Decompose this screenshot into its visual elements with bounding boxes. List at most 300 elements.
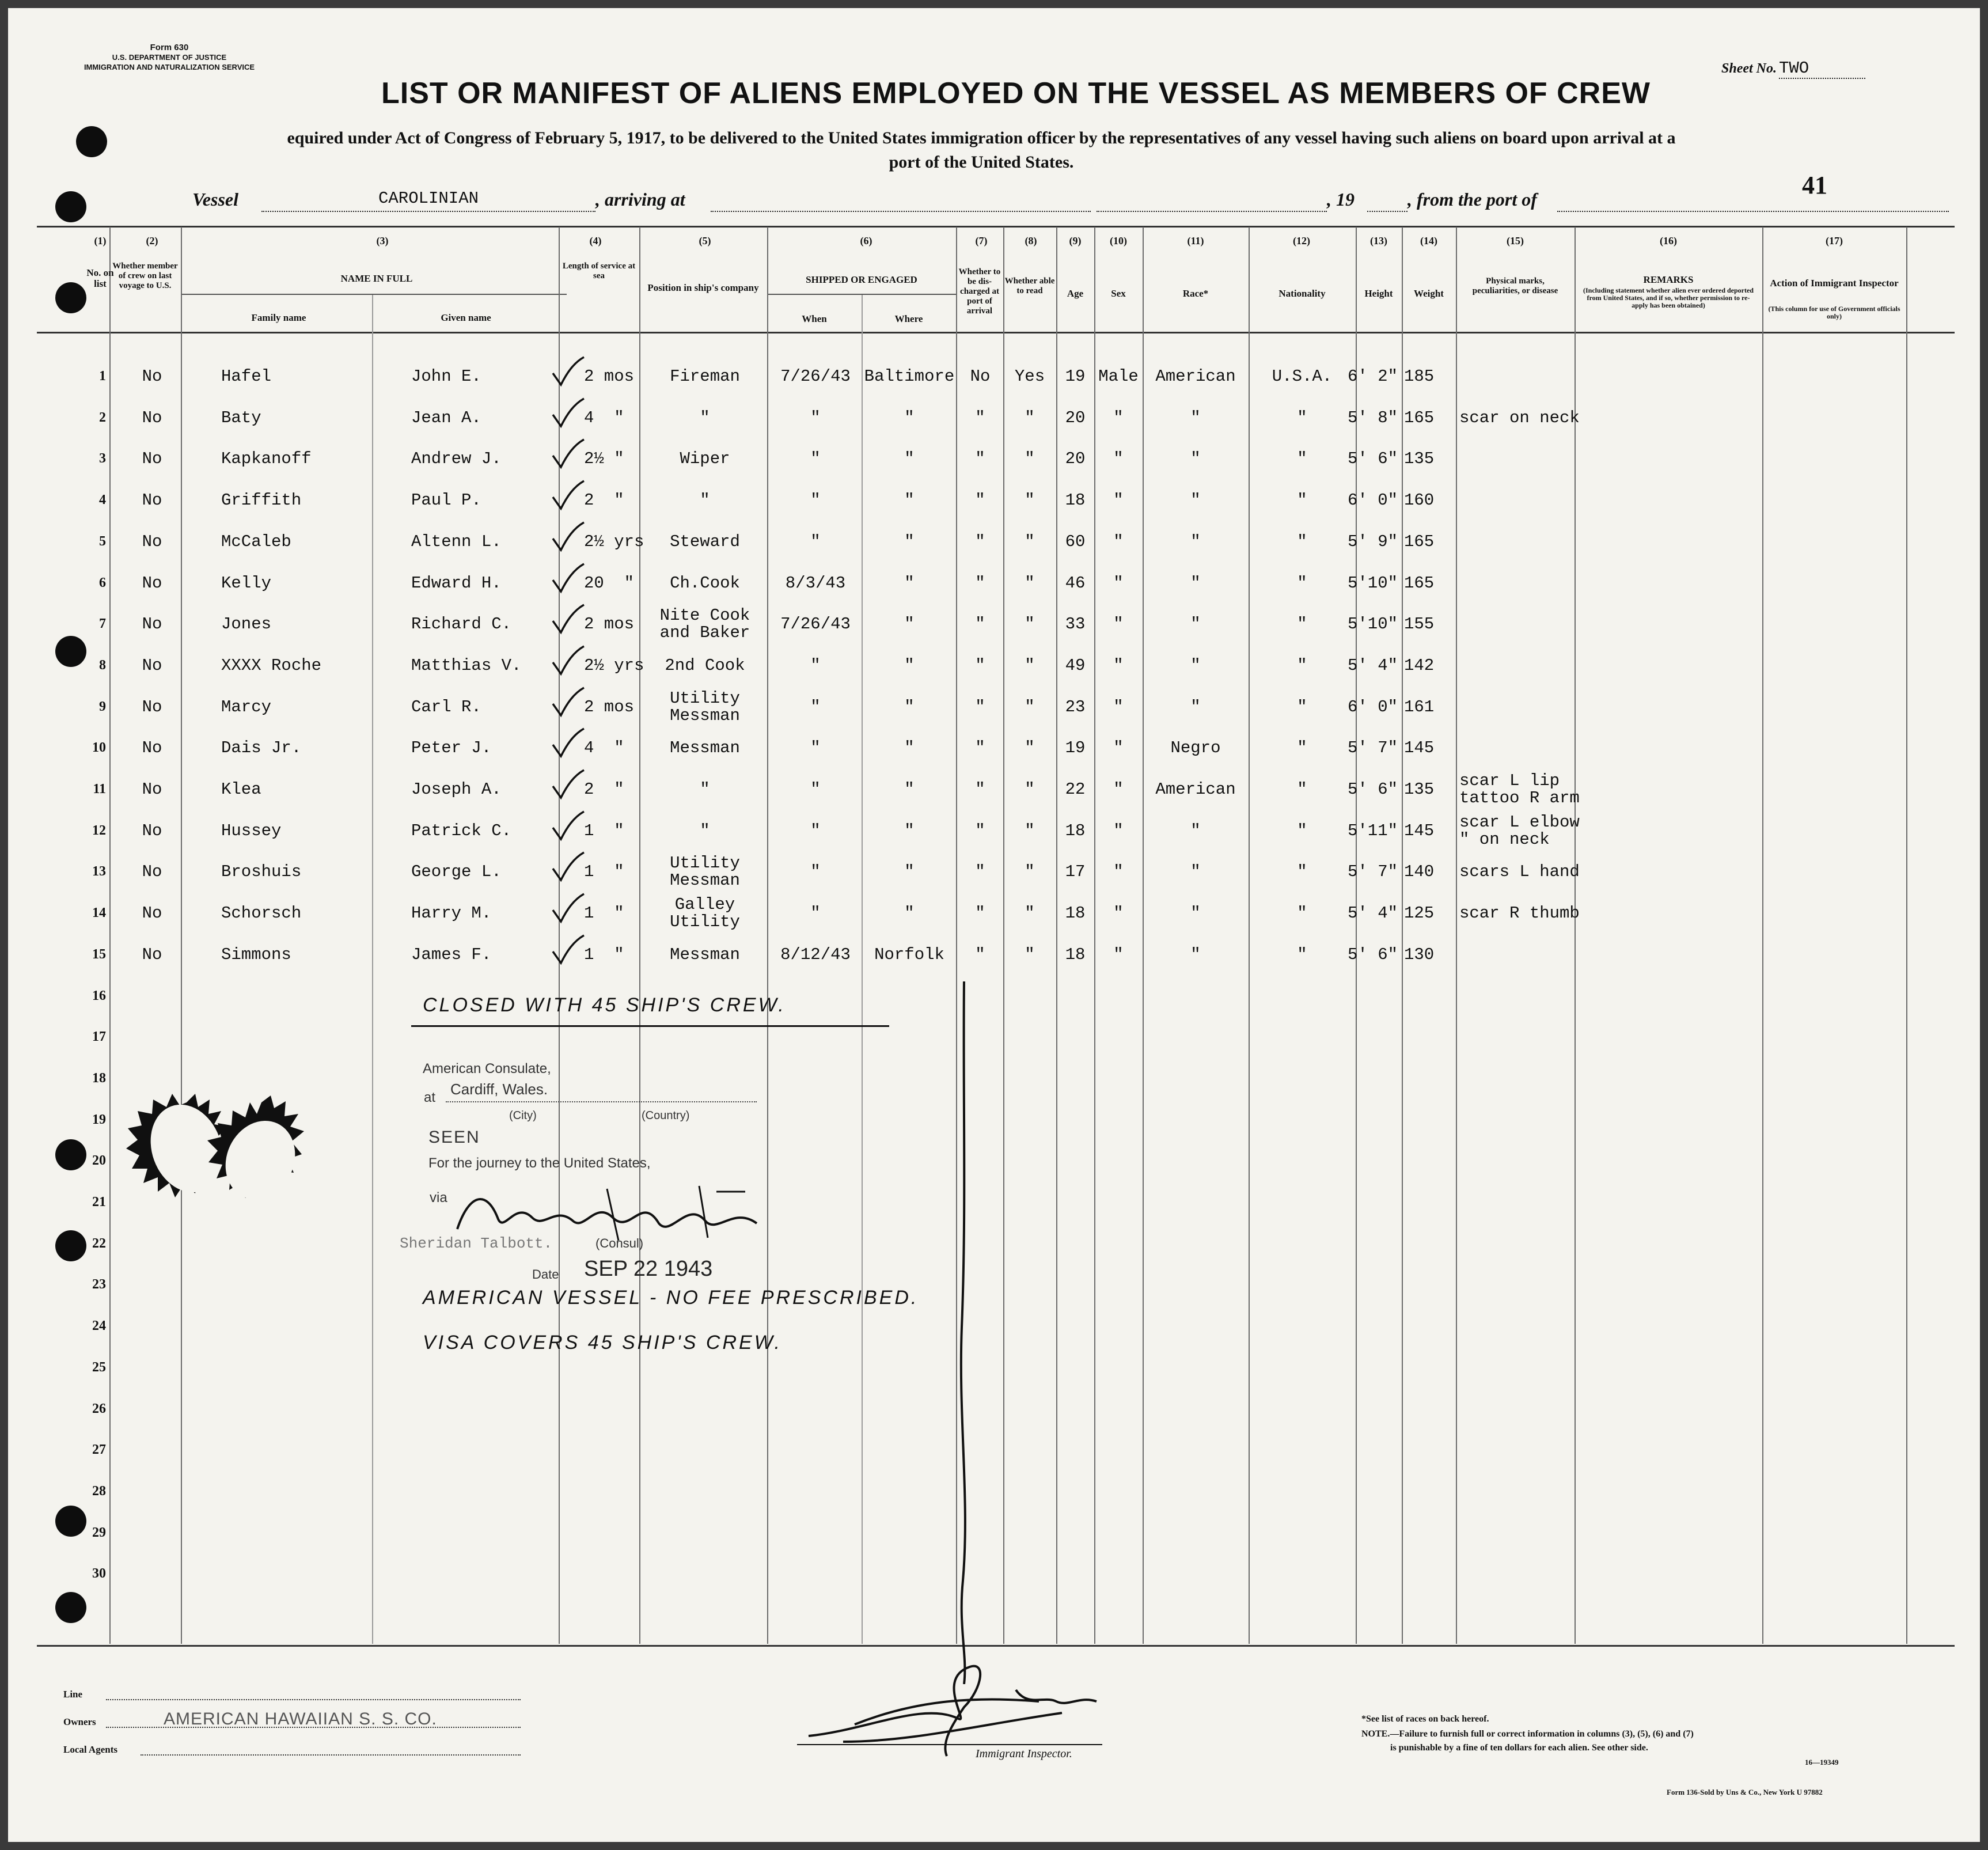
cell-prev: No [142, 367, 162, 386]
cell-read: " [1025, 408, 1035, 427]
cell-nationality: " [1297, 573, 1307, 593]
cell-height: 6' 2" [1348, 367, 1398, 386]
closed-note-underline [411, 1025, 889, 1027]
cell-marks: scar on neck [1459, 408, 1580, 427]
cell-weight: 145 [1404, 738, 1435, 758]
cell-service: 1 " [584, 862, 624, 882]
cell-service: 2 mos [584, 697, 635, 717]
visa-note: VISA COVERS 45 SHIP'S CREW. [423, 1332, 782, 1354]
checkmark-icon [551, 563, 585, 595]
cell-weight: 185 [1404, 367, 1435, 386]
subtitle-line-2: port of the United States. [889, 153, 1074, 172]
cell-weight: 142 [1404, 655, 1435, 675]
cell-age: 46 [1065, 573, 1086, 593]
col-header-name: NAME IN FULL [340, 273, 413, 284]
cell-given: John E. [411, 367, 481, 386]
form-code: 16—19349 [1805, 1758, 1839, 1766]
cell-height: 5' 4" [1348, 655, 1398, 675]
cell-service: 2½ yrs [584, 532, 644, 551]
col-line [181, 227, 182, 1644]
cell-age: 17 [1065, 862, 1086, 882]
cell-height: 5' 6" [1348, 449, 1398, 469]
row-number: 26 [92, 1401, 106, 1416]
cell-where: " [904, 655, 915, 675]
cell-race: American [1155, 367, 1236, 386]
row-number: 24 [92, 1318, 106, 1334]
cell-nationality: " [1297, 532, 1307, 551]
cell-where: Baltimore [864, 367, 955, 386]
cell-discharged: " [975, 904, 985, 923]
col-num-14: (14) [1420, 235, 1437, 247]
row-number: 18 [92, 1070, 106, 1086]
cell-position: " [700, 821, 710, 840]
cell-where: " [904, 449, 915, 469]
sheet-label: Sheet No. [1721, 61, 1777, 76]
cell-marks: scar R thumb [1459, 904, 1580, 923]
arriving-field [711, 189, 1091, 212]
cell-where: " [904, 408, 915, 427]
line-field [106, 1699, 521, 1700]
cell-race: " [1190, 615, 1201, 634]
cell-age: 22 [1065, 780, 1086, 799]
cell-service: 2 mos [584, 367, 635, 386]
journey-text: For the journey to the United States, [428, 1155, 651, 1171]
cell-family: Baty [221, 408, 261, 427]
row-number: 10 [92, 740, 106, 756]
cell-race: " [1190, 862, 1201, 882]
cell-given: Jean A. [411, 408, 481, 427]
cell-where: " [904, 573, 915, 593]
col-header-remarks: REMARKS [1643, 274, 1694, 285]
year-field [1367, 189, 1407, 212]
cell-height: 5' 8" [1348, 408, 1398, 427]
cell-discharged: " [975, 738, 985, 758]
col-line [1356, 227, 1357, 1644]
col-line [1249, 227, 1250, 1644]
cell-given: James F. [411, 945, 492, 964]
cell-nationality: " [1297, 738, 1307, 758]
handwritten-cross-line [941, 981, 987, 1684]
cell-given: Paul P. [411, 491, 481, 510]
cell-age: 18 [1065, 904, 1086, 923]
cell-sex: " [1113, 615, 1124, 634]
cell-read: " [1025, 449, 1035, 469]
checkmark-icon [551, 687, 585, 719]
cell-marks: scars L hand [1459, 862, 1580, 882]
inspector-line [797, 1744, 1102, 1745]
cell-family: Dais Jr. [221, 738, 302, 758]
cell-age: 20 [1065, 449, 1086, 469]
col-num-1: (1) [94, 235, 107, 247]
cell-discharged: " [975, 780, 985, 799]
cell-family: McCaleb [221, 532, 291, 551]
row-number: 6 [99, 575, 106, 590]
cell-prev: No [142, 615, 162, 634]
cell-race: " [1190, 573, 1201, 593]
cell-prev: No [142, 573, 162, 593]
cell-race: " [1190, 491, 1201, 510]
cell-age: 19 [1065, 738, 1086, 758]
cell-where: " [904, 904, 915, 923]
form-subtitle [83, 126, 1880, 175]
checkmark-icon [551, 397, 585, 430]
col-header-no-on-list: No. on list [86, 267, 114, 289]
country-label: (Country) [642, 1109, 690, 1122]
cell-read: " [1025, 655, 1035, 675]
cell-age: 20 [1065, 408, 1086, 427]
cell-read: " [1025, 904, 1035, 923]
penalty-note-1: NOTE.—Failure to furnish full or correct information in columns (3), (5), (6) and (7) [1361, 1729, 1694, 1739]
cell-discharged: " [975, 449, 985, 469]
row-number: 15 [92, 946, 106, 962]
col-line [767, 227, 768, 1644]
col-num-2: (2) [146, 235, 158, 247]
header-bottom-rule [37, 332, 1955, 333]
cell-family: Simmons [221, 945, 291, 964]
cell-age: 19 [1065, 367, 1086, 386]
row-number: 4 [99, 492, 106, 508]
cell-height: 5' 4" [1348, 904, 1398, 923]
cell-marks: scar L lip tattoo R arm [1459, 771, 1580, 808]
col-line [1003, 227, 1004, 1644]
cell-read: " [1025, 780, 1035, 799]
cell-discharged: " [975, 945, 985, 964]
cell-prev: No [142, 821, 162, 840]
cell-when: 8/12/43 [780, 945, 851, 964]
cell-where: " [904, 697, 915, 717]
col-line [1056, 227, 1057, 1644]
punch-hole-3 [55, 282, 86, 313]
cell-marks: scar L elbow " on neck [1459, 812, 1580, 849]
cell-discharged: " [975, 408, 985, 427]
cell-where: Norfolk [874, 945, 944, 964]
seen-label: SEEN [428, 1128, 480, 1147]
col-num-15: (15) [1507, 235, 1524, 247]
cell-position: " [700, 408, 710, 427]
col-header-position: Position in ship's company [647, 282, 759, 293]
cell-weight: 130 [1404, 945, 1435, 964]
row-number: 22 [92, 1235, 106, 1251]
checkmark-icon [551, 727, 585, 760]
cell-position: Messman [670, 738, 740, 758]
col-line [1906, 227, 1907, 1644]
col-line [109, 227, 111, 1644]
cell-prev: No [142, 945, 162, 964]
col-num-5: (5) [699, 235, 711, 247]
cell-service: 20 " [584, 573, 635, 593]
cell-when: " [810, 821, 821, 840]
cell-service: 1 " [584, 904, 624, 923]
table-bottom-rule [37, 1645, 1955, 1647]
cell-race: " [1190, 821, 1201, 840]
checkmark-icon [551, 480, 585, 512]
row-number: 30 [92, 1566, 106, 1582]
cell-when: 8/3/43 [785, 573, 846, 593]
checkmark-icon [551, 604, 585, 636]
cell-given: Matthias V. [411, 655, 522, 675]
col-num-8: (8) [1025, 235, 1037, 247]
cell-age: 33 [1065, 615, 1086, 634]
cell-nationality: " [1297, 821, 1307, 840]
cell-sex: " [1113, 532, 1124, 551]
cell-position: Wiper [680, 449, 730, 469]
arriving-label: , arriving at [595, 189, 685, 210]
cell-prev: No [142, 697, 162, 717]
cell-position: Nite Cook and Baker [659, 606, 750, 643]
col-line [1402, 227, 1403, 1644]
cell-sex: " [1113, 738, 1124, 758]
col-header-shipped: SHIPPED OR ENGAGED [806, 274, 917, 285]
col-line [372, 295, 373, 1644]
cell-where: " [904, 780, 915, 799]
cell-position: Steward [670, 532, 740, 551]
cell-age: 18 [1065, 945, 1086, 964]
row-number: 29 [92, 1525, 106, 1540]
from-port-field [1557, 189, 1949, 212]
col-line [1456, 227, 1457, 1644]
consul-label: (Consul) [595, 1236, 644, 1250]
consul-typed-name: Sheridan Talbott. [400, 1235, 553, 1252]
cell-position: Ch.Cook [670, 573, 740, 593]
cell-weight: 165 [1404, 408, 1435, 427]
cell-when: " [810, 408, 821, 427]
cell-prev: No [142, 408, 162, 427]
row-number: 28 [92, 1483, 106, 1499]
cell-height: 5'11" [1348, 821, 1398, 840]
via-label: via [430, 1190, 447, 1205]
cell-race: " [1190, 408, 1201, 427]
races-note: *See list of races on back hereof. [1361, 1714, 1489, 1724]
cell-read: " [1025, 615, 1035, 634]
cell-position: Utility Messman [670, 688, 740, 725]
cell-prev: No [142, 449, 162, 469]
cell-age: 23 [1065, 697, 1086, 717]
col-line [1143, 227, 1144, 1644]
cell-service: 2 " [584, 780, 624, 799]
cell-race: American [1155, 780, 1236, 799]
cell-where: " [904, 821, 915, 840]
cell-sex: " [1113, 408, 1124, 427]
cell-prev: No [142, 655, 162, 675]
col-header-given-name: Given name [441, 312, 491, 323]
arrival-date-field [1097, 189, 1327, 212]
cell-race: " [1190, 904, 1201, 923]
cell-family: Marcy [221, 697, 272, 717]
cell-service: 2½ yrs [584, 655, 644, 675]
cell-weight: 155 [1404, 615, 1435, 634]
owners-value: AMERICAN HAWAIIAN S. S. CO. [164, 1709, 437, 1728]
table-top-rule [37, 226, 1955, 228]
cell-given: Peter J. [411, 738, 492, 758]
col-num-13: (13) [1370, 235, 1387, 247]
punch-hole-2 [55, 191, 86, 222]
cell-race: " [1190, 697, 1201, 717]
cell-family: XXXX Roche [221, 655, 322, 675]
city-label: (City) [509, 1109, 537, 1122]
col-header-race: Race* [1182, 288, 1209, 299]
col-num-17: (17) [1826, 235, 1843, 247]
consul-at-label: at [424, 1090, 436, 1105]
cell-read: " [1025, 573, 1035, 593]
cell-nationality: " [1297, 615, 1307, 634]
checkmark-icon [551, 438, 585, 471]
cell-when: " [810, 449, 821, 469]
col-header-inspector-note: (This column for use of Government officials only) [1768, 305, 1900, 320]
row-number: 19 [92, 1112, 106, 1127]
cell-read: " [1025, 945, 1035, 964]
row-number: 23 [92, 1277, 106, 1292]
owners-label: Owners [63, 1716, 96, 1727]
cell-height: 5' 6" [1348, 780, 1398, 799]
cell-when: " [810, 738, 821, 758]
cell-family: Jones [221, 615, 272, 634]
cell-discharged: " [975, 655, 985, 675]
cell-nationality: " [1297, 904, 1307, 923]
cell-race: " [1190, 945, 1201, 964]
checkmark-icon [551, 810, 585, 843]
cell-sex: " [1113, 697, 1124, 717]
cell-given: Carl R. [411, 697, 481, 717]
cell-where: " [904, 532, 915, 551]
line-label: Line [63, 1689, 83, 1700]
col-header-able-to-read: Whether able to read [1004, 276, 1055, 295]
local-agents-label: Local Agents [63, 1744, 117, 1755]
col-line [1762, 227, 1763, 1644]
cell-where: " [904, 491, 915, 510]
name-subheader-rule [181, 294, 567, 295]
checkmark-icon [551, 893, 585, 925]
col-num-6: (6) [860, 235, 872, 247]
cell-weight: 140 [1404, 862, 1435, 882]
cell-nationality: " [1297, 697, 1307, 717]
col-header-sex: Sex [1111, 288, 1126, 299]
col-header-weight: Weight [1414, 288, 1444, 299]
cell-when: " [810, 491, 821, 510]
cell-when: " [810, 532, 821, 551]
cell-family: Hussey [221, 821, 282, 840]
cell-height: 5'10" [1348, 573, 1398, 593]
embossed-seal-icon [117, 1091, 382, 1281]
cell-prev: No [142, 532, 162, 551]
cell-given: Richard C. [411, 615, 512, 634]
cell-nationality: U.S.A. [1272, 367, 1333, 386]
cell-when: 7/26/43 [780, 367, 851, 386]
cell-sex: " [1113, 573, 1124, 593]
cell-family: Griffith [221, 491, 302, 510]
col-num-7: (7) [975, 235, 988, 247]
row-number: 17 [92, 1029, 106, 1045]
col-num-10: (10) [1110, 235, 1127, 247]
cell-read: " [1025, 821, 1035, 840]
cell-weight: 160 [1404, 491, 1435, 510]
row-number: 1 [99, 369, 106, 384]
col-num-11: (11) [1187, 235, 1204, 247]
cell-when: 7/26/43 [780, 615, 851, 634]
cell-age: 18 [1065, 821, 1086, 840]
row-number: 20 [92, 1153, 106, 1169]
form-header [43, 43, 296, 72]
cell-height: 6' 0" [1348, 491, 1398, 510]
cell-read: " [1025, 697, 1035, 717]
col-header-where: Where [894, 313, 923, 324]
cell-sex: " [1113, 862, 1124, 882]
col-header-service-length: Length of service at sea [562, 261, 636, 280]
year-label: , 19 [1327, 189, 1355, 210]
cell-given: Joseph A. [411, 780, 502, 799]
cell-race: " [1190, 532, 1201, 551]
form-number: Form 630 [150, 43, 189, 52]
col-header-age: Age [1067, 288, 1084, 299]
cell-family: Kelly [221, 573, 272, 593]
col-header-family-name: Family name [251, 312, 306, 323]
cell-given: George L. [411, 862, 502, 882]
col-num-12: (12) [1293, 235, 1310, 247]
consul-city: Cardiff, Wales. [450, 1081, 548, 1098]
col-line [1094, 227, 1095, 1644]
cell-discharged: " [975, 821, 985, 840]
date-label: Date [532, 1267, 559, 1282]
cell-age: 49 [1065, 655, 1086, 675]
col-line [639, 227, 640, 1644]
col-header-remarks-note: (Including statement whether alien ever ordered deported from United States, and if so, whether permission to re-apply has been obtained) [1583, 286, 1754, 309]
cell-weight: 165 [1404, 532, 1435, 551]
cell-prev: No [142, 780, 162, 799]
cell-service: 1 " [584, 821, 624, 840]
checkmark-icon [551, 645, 585, 677]
cell-discharged: " [975, 573, 985, 593]
col-header-previous-voyage: Whether member of crew on last voyage to U.S. [112, 261, 178, 290]
consul-city-line [446, 1100, 757, 1102]
cell-height: 5' 7" [1348, 862, 1398, 882]
col-header-physical-marks: Physical marks, peculiarities, or disease [1472, 276, 1558, 295]
cell-sex: " [1113, 821, 1124, 840]
cell-nationality: " [1297, 862, 1307, 882]
cell-service: 2 mos [584, 615, 635, 634]
cell-position: " [700, 780, 710, 799]
cell-discharged: " [975, 862, 985, 882]
department-name: U.S. DEPARTMENT OF JUSTICE [112, 53, 227, 62]
col-num-9: (9) [1069, 235, 1082, 247]
row-number: 27 [92, 1442, 106, 1458]
col-num-4: (4) [589, 235, 602, 247]
cell-weight: 145 [1404, 821, 1435, 840]
cell-race: " [1190, 449, 1201, 469]
cell-position: " [700, 491, 710, 510]
page-number: 41 [1802, 171, 1827, 199]
cell-weight: 125 [1404, 904, 1435, 923]
cell-height: 5' 9" [1348, 532, 1398, 551]
sheet-value: TWO [1779, 59, 1865, 79]
cell-when: " [810, 655, 821, 675]
cell-race: " [1190, 655, 1201, 675]
checkmark-icon [551, 769, 585, 801]
closed-note: CLOSED WITH 45 SHIP'S CREW. [423, 994, 786, 1016]
cell-when: " [810, 780, 821, 799]
cell-discharged: " [975, 697, 985, 717]
cell-nationality: " [1297, 945, 1307, 964]
row-number: 21 [92, 1195, 106, 1210]
cell-prev: No [142, 491, 162, 510]
row-number: 9 [99, 699, 106, 714]
cell-where: " [904, 738, 915, 758]
cell-weight: 135 [1404, 449, 1435, 469]
cell-height: 5'10" [1348, 615, 1398, 634]
cell-age: 60 [1065, 532, 1086, 551]
row-number: 12 [92, 822, 106, 838]
cell-service: 4 " [584, 408, 624, 427]
local-agents-field [141, 1754, 521, 1756]
cell-sex: " [1113, 491, 1124, 510]
